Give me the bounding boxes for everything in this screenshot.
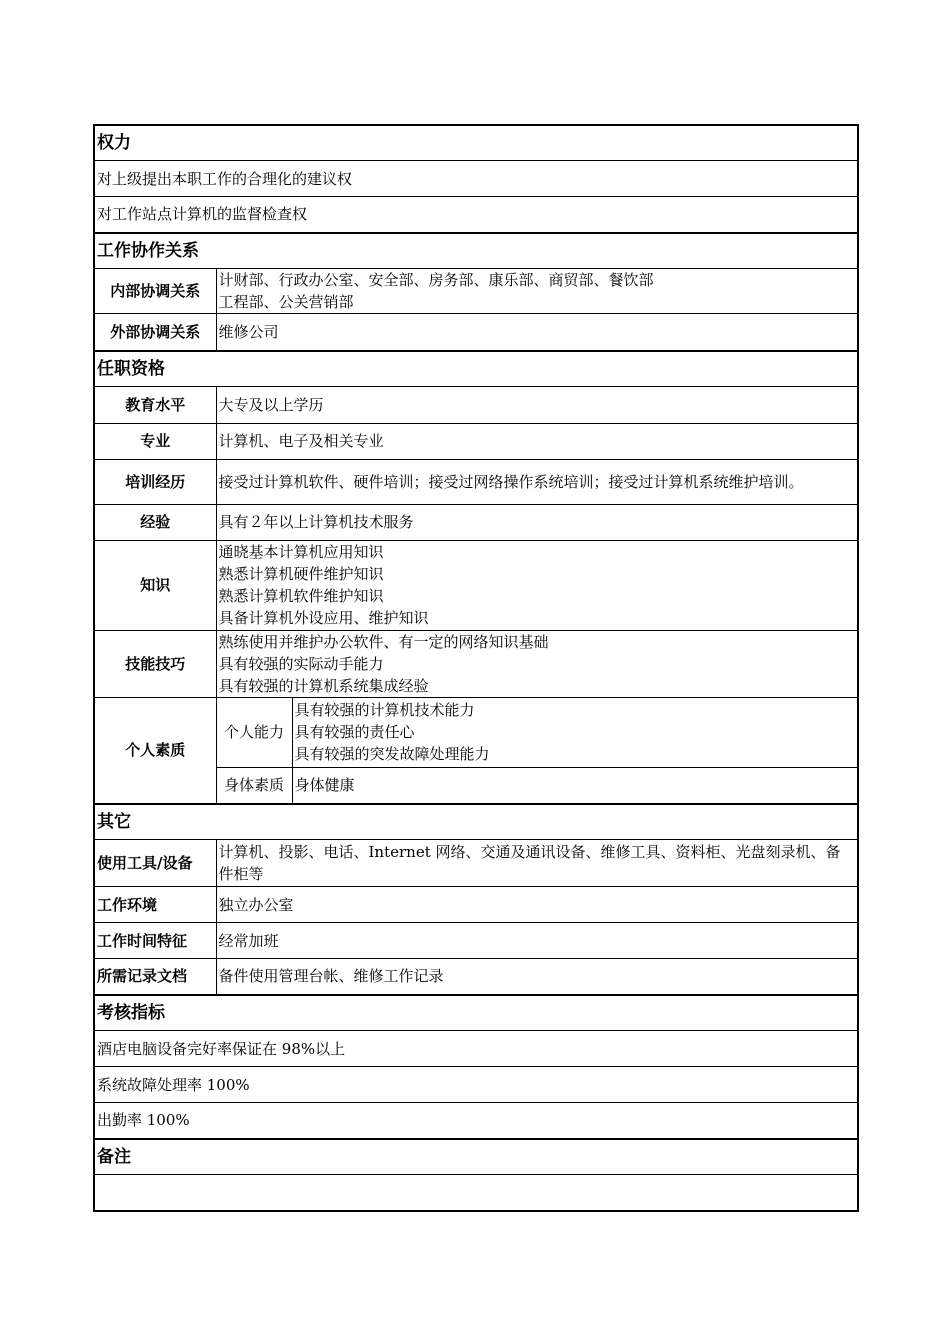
major-value: 计算机、电子及相关专业 (216, 423, 858, 459)
remarks-value (94, 1175, 858, 1211)
physical-quality-value: 身体健康 (292, 767, 858, 804)
section-qualifications-title: 任职资格 (94, 351, 858, 387)
education-label: 教育水平 (94, 386, 216, 423)
personal-ability-label: 个人能力 (216, 697, 292, 767)
knowledge-label: 知识 (94, 540, 216, 630)
skills-line: 具有较强的计算机系统集成经验 (218, 676, 429, 695)
kpi-item: 出勤率 100% (94, 1103, 858, 1139)
kpi-item: 系统故障处理率 100% (94, 1067, 858, 1103)
knowledge-line: 通晓基本计算机应用知识 (218, 543, 384, 561)
tools-value: 计算机、投影、电话、Internet 网络、交通及通讯设备、维修工具、资料柜、光盘刻录机、备件柜等 (216, 840, 858, 887)
section-kpi-title: 考核指标 (94, 995, 858, 1031)
internal-coordination-label: 内部协调关系 (94, 269, 216, 314)
ability-line: 具有较强的责任心 (294, 723, 415, 741)
job-description-table (93, 124, 859, 1212)
internal-line: 工程部、公关营销部 (218, 293, 354, 311)
external-coordination-value: 维修公司 (216, 314, 858, 351)
section-cooperation-title: 工作协作关系 (94, 233, 858, 269)
kpi-item: 酒店电脑设备完好率保证在 98%以上 (94, 1031, 858, 1067)
personal-quality-label: 个人素质 (94, 697, 216, 804)
skills-line: 熟练使用并维护办公软件、有一定的网络知识基础 (218, 632, 549, 651)
training-value: 接受过计算机软件、硬件培训；接受过网络操作系统培训；接受过计算机系统维护培训。 (216, 459, 858, 504)
authority-item: 对上级提出本职工作的合理化的建议权 (94, 161, 858, 197)
training-label: 培训经历 (94, 459, 216, 504)
skills-line: 具有较强的实际动手能力 (218, 654, 384, 673)
major-label: 专业 (94, 423, 216, 459)
work-time-value: 经常加班 (216, 923, 858, 959)
knowledge-line: 熟悉计算机软件维护知识 (218, 587, 384, 605)
records-label: 所需记录文档 (94, 959, 216, 995)
personal-ability-value (292, 697, 858, 767)
knowledge-line: 具备计算机外设应用、维护知识 (218, 609, 429, 627)
job-description-sheet (93, 124, 857, 1212)
internal-coordination-value (216, 269, 858, 314)
knowledge-line: 熟悉计算机硬件维护知识 (218, 565, 384, 583)
experience-value: 具有２年以上计算机技术服务 (216, 504, 858, 540)
physical-quality-label: 身体素质 (216, 767, 292, 804)
experience-label: 经验 (94, 504, 216, 540)
education-value: 大专及以上学历 (216, 386, 858, 423)
environment-value: 独立办公室 (216, 887, 858, 923)
skills-value (216, 630, 858, 697)
environment-label: 工作环境 (94, 887, 216, 923)
section-authority-title: 权力 (94, 125, 858, 161)
internal-line: 计财部、行政办公室、安全部、房务部、康乐部、商贸部、餐饮部 (218, 271, 654, 289)
section-other-title: 其它 (94, 804, 858, 840)
ability-line: 具有较强的突发故障处理能力 (294, 745, 490, 763)
section-remarks-title: 备注 (94, 1139, 858, 1175)
records-value: 备件使用管理台帐、维修工作记录 (216, 959, 858, 995)
work-time-label: 工作时间特征 (94, 923, 216, 959)
external-coordination-label: 外部协调关系 (94, 314, 216, 351)
knowledge-value (216, 540, 858, 630)
ability-line: 具有较强的计算机技术能力 (294, 701, 475, 719)
tools-label: 使用工具/设备 (94, 840, 216, 887)
skills-label: 技能技巧 (94, 630, 216, 697)
authority-item: 对工作站点计算机的监督检查权 (94, 197, 858, 233)
